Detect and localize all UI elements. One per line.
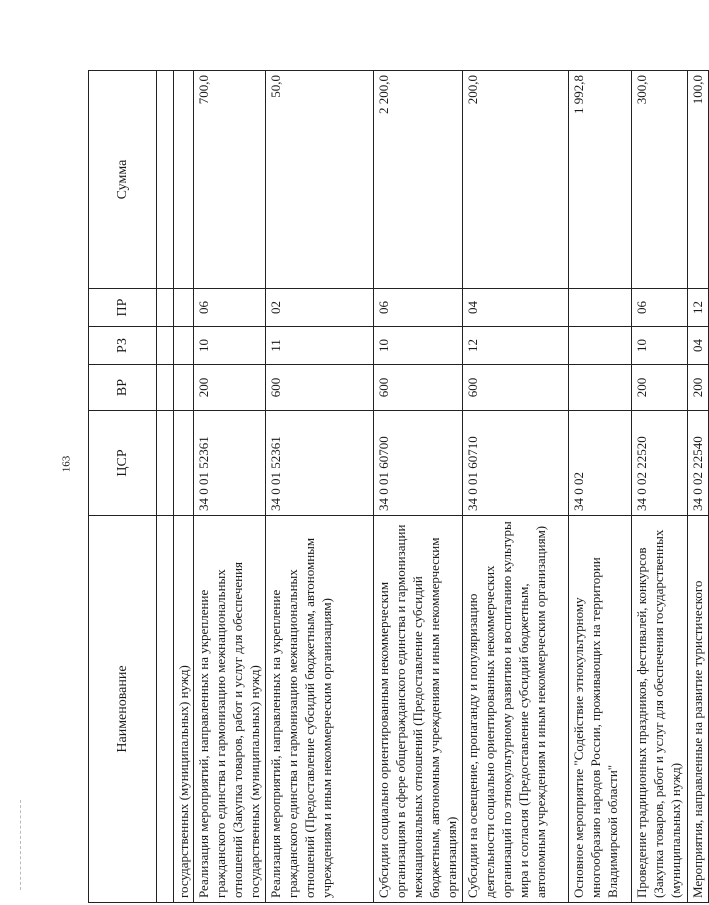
cell-vr: 600 [374, 365, 463, 411]
table-row [374, 71, 463, 903]
cell-csr: 34 0 02 22520 [632, 411, 688, 516]
cell-vr: 200 [688, 365, 709, 411]
table-row [632, 71, 688, 903]
cell-rz [174, 327, 194, 365]
cell-sum: 200,0 [463, 71, 569, 289]
table-row [569, 71, 632, 903]
cell-name: Реализация мероприятий, направленных на укрепление гражданского единства и гармонизацию межнациональных отношений (Предоставление субсидий бюджетным, автономным учреждениям и иным некоммерческим организациям) [266, 516, 374, 903]
cell-rz: 12 [463, 327, 569, 365]
header-pr: ПР [89, 289, 157, 327]
cell-sum [174, 71, 194, 289]
table-row [463, 71, 569, 903]
table-header-spacer-row [157, 71, 174, 903]
cell-csr [174, 411, 194, 516]
cell-csr: 34 0 01 52361 [266, 411, 374, 516]
cell-sum: 700,0 [194, 71, 266, 289]
cell-name: Реализация мероприятий, направленных на укрепление гражданского единства и гармонизацию межнациональных отношений (Закупка товаров, работ и услуг для обеспечения государственных (муниципальных) нужд) [194, 516, 266, 903]
cell-name: Проведение традиционных праздников, фестивалей, конкурсов (Закупка товаров, работ и услуг для обеспечения государственных (муниципальных) нужд) [632, 516, 688, 903]
page-number: 163 [60, 455, 73, 473]
cell-csr: 34 0 02 [569, 411, 632, 516]
cell-pr: 04 [463, 289, 569, 327]
cell-csr: 34 0 02 22540 [688, 411, 709, 516]
table-row [194, 71, 266, 903]
cell-pr: 06 [374, 289, 463, 327]
table-row [174, 71, 194, 903]
cell-name: Субсидии социально ориентированным некоммерческим организациям в сфере общегражданского единства и гармонизации межнациональных отношений (Предоставление субсидий бюджетным, автономным учреждениям и иным некоммерческим организациям) [374, 516, 463, 903]
cell-sum: 300,0 [632, 71, 688, 289]
cell-vr: 200 [632, 365, 688, 411]
table-row [688, 71, 709, 903]
table-header-row [89, 71, 157, 903]
cell-vr: 200 [194, 365, 266, 411]
table-row [266, 71, 374, 903]
cell-csr: 34 0 01 52361 [194, 411, 266, 516]
cell-name: государственных (муниципальных) нужд) [174, 516, 194, 903]
cell-vr: 600 [266, 365, 374, 411]
cell-rz [569, 327, 632, 365]
cell-rz: 10 [194, 327, 266, 365]
cell-sum: 100,0 [688, 71, 709, 289]
cell-vr [174, 365, 194, 411]
cell-pr [569, 289, 632, 327]
cell-csr: 34 0 01 60710 [463, 411, 569, 516]
header-csr: ЦСР [89, 411, 157, 516]
rotated-table-container [88, 71, 705, 903]
cell-rz: 11 [266, 327, 374, 365]
cell-sum: 2 200,0 [374, 71, 463, 289]
scan-artifact [20, 800, 22, 890]
cell-rz: 10 [632, 327, 688, 365]
cell-sum: 50,0 [266, 71, 374, 289]
cell-pr: 06 [632, 289, 688, 327]
cell-pr: 02 [266, 289, 374, 327]
cell-name: Мероприятия, направленные на развитие туристического [688, 516, 709, 903]
cell-name: Основное мероприятие "Содействие этнокультурному многообразию народов России, проживающих на территории Владимирской области" [569, 516, 632, 903]
header-sum: Сумма [89, 71, 157, 289]
cell-name: Субсидии на освещение, пропаганду и популяризацию деятельности социально ориентированных некоммерческих организаций по этнокультурному развитию и воспитанию культуры мира и согласия (Предоставление субсидий бюджетным, автономным учреждениям и иным некоммерческим организациям) [463, 516, 569, 903]
budget-table [88, 70, 709, 903]
cell-rz: 04 [688, 327, 709, 365]
cell-pr: 12 [688, 289, 709, 327]
cell-pr [174, 289, 194, 327]
cell-vr: 600 [463, 365, 569, 411]
cell-vr [569, 365, 632, 411]
cell-sum: 1 992,8 [569, 71, 632, 289]
cell-rz: 10 [374, 327, 463, 365]
cell-pr: 06 [194, 289, 266, 327]
header-rz: РЗ [89, 327, 157, 365]
cell-csr: 34 0 01 60700 [374, 411, 463, 516]
header-vr: ВР [89, 365, 157, 411]
header-name: Наименование [89, 516, 157, 903]
